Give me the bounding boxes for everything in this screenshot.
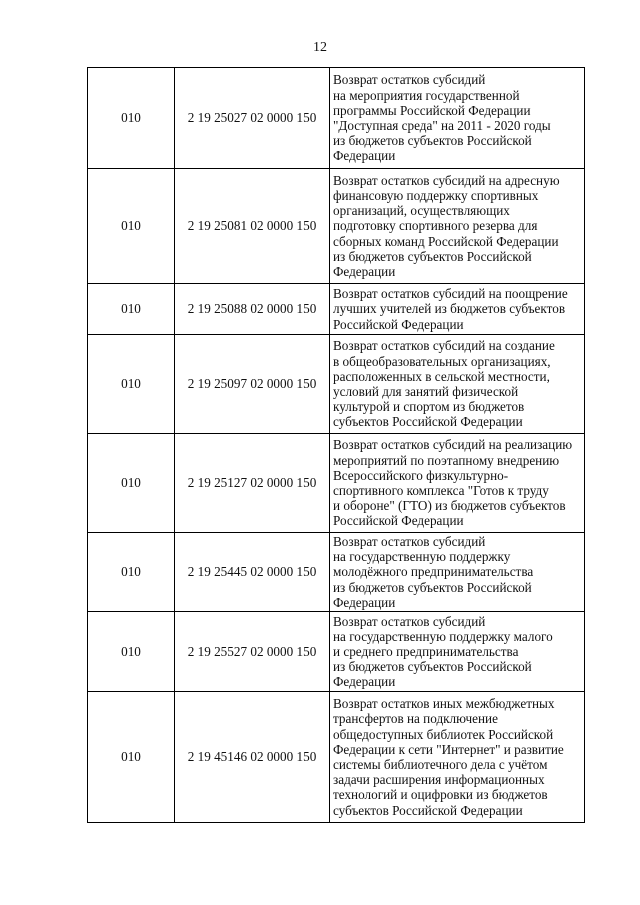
admin-code-cell: 010 <box>88 533 175 612</box>
description-cell: Возврат остатков субсидий на поощрение лучших учителей из бюджетов субъектов Российской Федерации <box>330 284 585 335</box>
kbk-code-cell: 2 19 45146 02 0000 150 <box>175 692 330 823</box>
kbk-code-cell: 2 19 25527 02 0000 150 <box>175 612 330 692</box>
table-row <box>88 692 585 823</box>
description-cell: Возврат остатков субсидий на адресную финансовую поддержку спортивных организаций, осуществляющих подготовку спортивного резерва для сборных команд Российской Федерации из бюджетов субъектов Российской Федерации <box>330 169 585 284</box>
admin-code-cell: 010 <box>88 692 175 823</box>
description-cell: Возврат остатков субсидий на реализацию мероприятий по поэтапному внедрению Всероссийского физкультурно- спортивного комплекса "Готов к труду и обороне" (ГТО) из бюджетов субъектов Российской Федерации <box>330 434 585 533</box>
kbk-code-cell: 2 19 25027 02 0000 150 <box>175 68 330 169</box>
table-row <box>88 68 585 169</box>
kbk-code-cell: 2 19 25127 02 0000 150 <box>175 434 330 533</box>
description-cell: Возврат остатков субсидий на мероприятия государственной программы Российской Федерации "Доступная среда" на 2011 - 2020 годы из бюджетов субъектов Российской Федерации <box>330 68 585 169</box>
description-cell: Возврат остатков иных межбюджетных трансфертов на подключение общедоступных библиотек Российской Федерации к сети "Интернет" и развитие системы библиотечного дела с учётом задачи расширения информационных технологий и оцифровки из бюджетов субъектов Российской Федерации <box>330 692 585 823</box>
table-row <box>88 284 585 335</box>
admin-code-cell: 010 <box>88 68 175 169</box>
admin-code-cell: 010 <box>88 284 175 335</box>
table-row <box>88 434 585 533</box>
kbk-code-cell: 2 19 25088 02 0000 150 <box>175 284 330 335</box>
admin-code-cell: 010 <box>88 169 175 284</box>
table-row <box>88 169 585 284</box>
admin-code-cell: 010 <box>88 434 175 533</box>
table-row <box>88 533 585 612</box>
description-cell: Возврат остатков субсидий на государственную поддержку молодёжного предпринимательства из бюджетов субъектов Российской Федерации <box>330 533 585 612</box>
admin-code-cell: 010 <box>88 335 175 434</box>
page-number: 12 <box>313 40 327 55</box>
table-row <box>88 335 585 434</box>
admin-code-cell: 010 <box>88 612 175 692</box>
kbk-code-cell: 2 19 25445 02 0000 150 <box>175 533 330 612</box>
kbk-code-cell: 2 19 25097 02 0000 150 <box>175 335 330 434</box>
table-row <box>88 612 585 692</box>
kbk-code-cell: 2 19 25081 02 0000 150 <box>175 169 330 284</box>
description-cell: Возврат остатков субсидий на создание в общеобразовательных организациях, расположенных в сельской местности, условий для занятий физической культурой и спортом из бюджетов субъектов Российской Федерации <box>330 335 585 434</box>
description-cell: Возврат остатков субсидий на государственную поддержку малого и среднего предпринимательства из бюджетов субъектов Российской Федерации <box>330 612 585 692</box>
budget-codes-table <box>87 67 585 823</box>
